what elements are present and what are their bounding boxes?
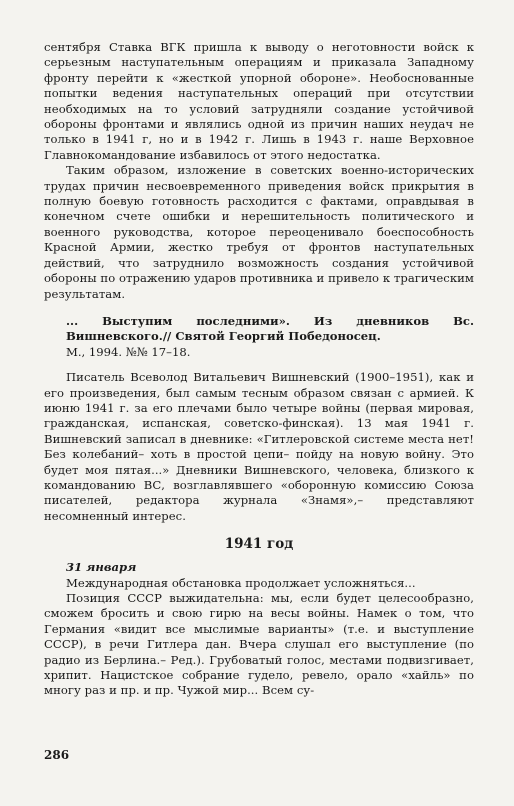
intro-text — [44, 370, 474, 524]
source-citation-title: ... Выступим последними». Из дневников Вс. Вишневского.// Святой Георгий Победоносец. — [66, 313, 474, 344]
diary-entry-date: 31 января — [66, 560, 137, 575]
paragraph-conclusion: Таким образом, изложение в советских военно-исторических трудах причин несвоевременного приведения войск прикрытия в полную боевую готовность расходится с фактами, оправдывая в конечном счете ошибки и нерешительность политического и военного руководства, которое переоценивало боеспособность Красной Армии, жестко требуя от фронтов наступательных действий, что затруднило возможность создания устойчивой обороны по отражению ударов противника и привело к трагическим результатам. — [44, 163, 474, 301]
diary-paragraph: Международная обстановка продолжает усложняться... — [66, 575, 416, 590]
paragraph-continuation: сентября Ставка ВГК пришла к выводу о неготовности войск к серьезным наступательным операциям и приказала Западному фронту перейти к «жесткой упорной обороне». Необоснованные попытки ведения наступательных операций при отсутствии необходимых на то условий затрудняли создание устойчивой обороны фронтами и являлись одной из причин наших неудач не только в 1941 г, но и в 1942 г. Лишь в 1943 г. наше Верховное Главнокомандование избавилось от этого недостатка. — [44, 40, 474, 162]
body-text — [44, 40, 474, 302]
year-heading: 1941 год — [224, 536, 294, 553]
paragraph-intro: Писатель Всеволод Витальевич Вишневский (1900–1951), как и его произведения, был самым тесным образом связан с армией. К июню 1941 г. за его плечами было четыре войны (первая мировая, гражданская, испанская, советско-финская). 13 мая 1941 г. Вишневский записал в дневнике: «Гитлеровской системе места нет! Без колебаний– хоть в простой цепи– пойду на новую войну. Это будет моя пятая...» Дневники Вишневского, человека, близкого к командованию ВС, возглавлявшего «оборонную комиссию Союза писателей, редактора журнала «Знамя»,– представляют несомненный интерес. — [44, 370, 474, 523]
diary-paragraph: Позиция СССР выжидательна: мы, если будет целесообразно, сможем бросить и свою гирю на весы войны. Намек о том, что Германия «видит все мыслимые варианты» (т.е. и выступление СССР), в речи Гитлера дан. Вчера слушал его выступление (по радио из Берлина.– Ред.). Грубоватый голос, местами подвизгивает, хрипит. Нацистское собрание гудело, ревело, орало «хайль» по многу раз и пр. и пр. Чужой мир... Всем су- — [44, 591, 474, 698]
page-number: 286 — [44, 748, 70, 762]
source-citation-details: М., 1994. №№ 17–18. — [66, 344, 191, 359]
diary-entry-text — [44, 576, 474, 699]
